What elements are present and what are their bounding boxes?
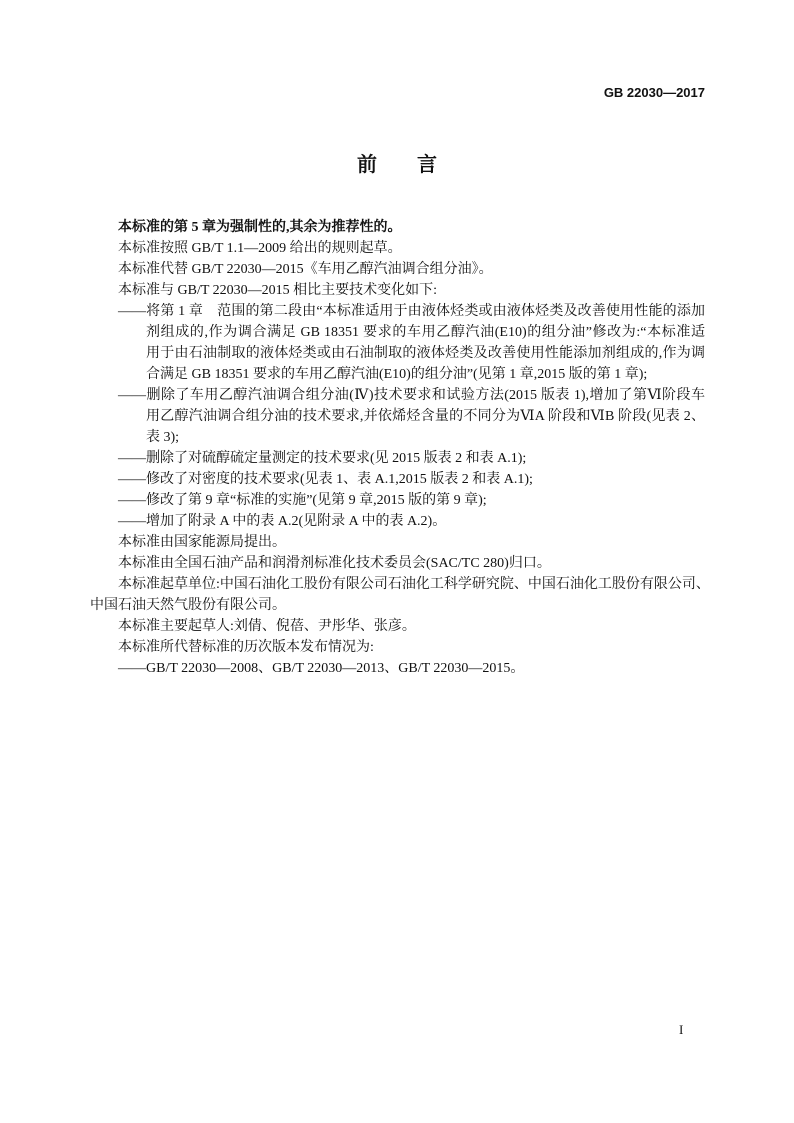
- change-item: [90, 448, 705, 469]
- paragraph-drafting-rules: 本标准按照 GB/T 1.1—2009 给出的规则起草。: [118, 241, 402, 256]
- change-item-line: ——修改了对密度的技术要求(见表 1、表 A.1,2015 版表 2 和表 A.1);: [118, 472, 533, 487]
- change-item-line: 用乙醇汽油调合组分油的技术要求,并依烯烃含量的不同分为ⅥA 阶段和ⅥB 阶段(见表 2、: [146, 409, 705, 424]
- change-item-line: ——修改了第 9 章“标准的实施”(见第 9 章,2015 版的第 9 章);: [118, 493, 487, 508]
- paragraph-drafting-units: [90, 574, 710, 616]
- paragraph-changes-intro: 本标准与 GB/T 22030—2015 相比主要技术变化如下:: [118, 283, 438, 298]
- drafting-units-line: 中国石油天然气股份有限公司。: [90, 598, 286, 613]
- change-item-line: 合满足 GB 18351 要求的车用乙醇汽油(E10)的组分油”(见第 1 章,2015 版的第 1 章);: [146, 367, 648, 382]
- version-history-item: ——GB/T 22030—2008、GB/T 22030—2013、GB/T 22030—2015。: [118, 661, 525, 676]
- paragraph-centralized-by: 本标准由全国石油产品和润滑剂标准化技术委员会(SAC/TC 280)归口。: [118, 556, 551, 571]
- change-item: [90, 511, 705, 532]
- change-item-line: 表 3);: [146, 430, 180, 445]
- change-item: [90, 385, 705, 448]
- change-item-line: ——删除了对硫醇硫定量测定的技术要求(见 2015 版表 2 和表 A.1);: [118, 451, 527, 466]
- paragraph-main-drafters: 本标准主要起草人:刘倩、倪蓓、尹彤华、张彦。: [118, 619, 416, 634]
- foreword-body: [90, 217, 710, 679]
- paragraph-version-history-intro: 本标准所代替标准的历次版本发布情况为:: [118, 640, 374, 655]
- change-item: [90, 469, 705, 490]
- change-item-line: ——增加了附录 A 中的表 A.2(见附录 A 中的表 A.2)。: [118, 514, 447, 529]
- change-item-line: 用于由石油制取的液体烃类或由石油制取的液体烃类及改善使用性能添加剂组成的,作为调: [146, 346, 705, 361]
- paragraph-mandatory-note: 本标准的第 5 章为强制性的,其余为推荐性的。: [118, 220, 402, 235]
- standard-number-header: GB 22030—2017: [603, 85, 705, 100]
- page-number: I: [679, 1022, 684, 1037]
- page-title: 前 言: [357, 154, 447, 176]
- change-list: [90, 301, 705, 532]
- change-item-line: ——删除了车用乙醇汽油调合组分油(Ⅳ)技术要求和试验方法(2015 版表 1),增加了第Ⅵ阶段车: [118, 388, 705, 403]
- change-item: [90, 301, 705, 385]
- paragraph-proposed-by: 本标准由国家能源局提出。: [118, 535, 286, 550]
- change-item-line: 剂组成的,作为调合满足 GB 18351 要求的车用乙醇汽油(E10)的组分油”修改为:“本标准适: [146, 325, 705, 340]
- drafting-units-line: 本标准起草单位:中国石油化工股份有限公司石油化工科学研究院、中国石油化工股份有限公司、: [118, 577, 710, 592]
- change-item-line: ——将第 1 章 范围的第二段由“本标准适用于由液体烃类或由液体烃类及改善使用性能的添加: [118, 304, 705, 319]
- paragraph-replaces: 本标准代替 GB/T 22030—2015《车用乙醇汽油调合组分油》。: [118, 262, 493, 277]
- change-item: [90, 490, 705, 511]
